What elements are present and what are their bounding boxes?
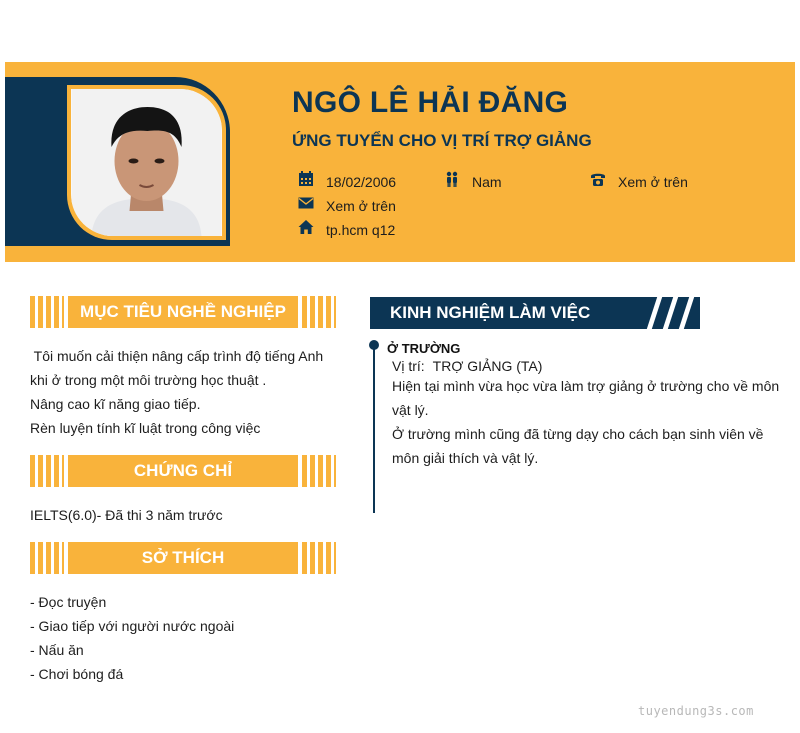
stripe-decoration: [30, 542, 64, 574]
objective-line: Rèn luyện tính kĩ luật trong công việc: [30, 420, 261, 436]
section-title-hobbies: SỞ THÍCH: [68, 542, 298, 574]
address-value: tp.hcm q12: [326, 222, 396, 238]
gender-value: Nam: [472, 174, 502, 190]
section-header-objective: [30, 296, 336, 328]
envelope-icon: [297, 195, 315, 211]
position-value: TRỢ GIẢNG (TA): [432, 358, 543, 374]
stripe-decoration: [302, 455, 336, 487]
stripe-decoration: [302, 542, 336, 574]
slash-decoration: [646, 297, 664, 329]
hobby-item: - Chơi bóng đá: [30, 666, 124, 682]
description-line: Hiện tại mình vừa học vừa làm trợ giảng ở trường cho về môn: [392, 378, 780, 394]
timeline-line: [373, 345, 375, 513]
certificate-item: IELTS(6.0)- Đã thi 3 năm trước: [30, 507, 223, 523]
stripe-decoration: [302, 296, 336, 328]
position-label: Vị trí:: [392, 358, 425, 374]
slash-decoration: [678, 297, 696, 329]
stripe-decoration: [30, 455, 64, 487]
experience-position: [392, 358, 542, 374]
experience-org: Ở TRƯỜNG: [387, 341, 461, 356]
people-icon: [443, 171, 461, 187]
description-line: vật lý.: [392, 402, 429, 418]
photo-block: [5, 77, 230, 246]
photo-frame: [67, 85, 226, 240]
hobby-item: - Nấu ăn: [30, 642, 84, 658]
experience-description: [392, 374, 782, 470]
section-header-certificates: [30, 455, 336, 487]
section-title-certificates: CHỨNG CHỈ: [68, 455, 298, 487]
certificates-list: [30, 503, 336, 527]
phone-value: Xem ở trên: [618, 174, 688, 190]
description-line: môn giải thích và vật lý.: [392, 450, 539, 466]
applied-role: ỨNG TUYỂN CHO VỊ TRÍ TRỢ GIẢNG: [292, 131, 592, 150]
description-line: Ở trường mình cũng đã từng dạy cho cách bạn sinh viên về: [392, 426, 764, 442]
avatar: [71, 89, 222, 236]
objective-line: Tôi muốn cải thiện nâng cấp trình độ tiếng Anh: [30, 348, 324, 364]
email-value: Xem ở trên: [326, 198, 396, 214]
home-icon: [297, 219, 315, 235]
hobby-item: - Giao tiếp với người nước ngoài: [30, 618, 235, 634]
section-header-experience: [370, 297, 700, 329]
section-header-hobbies: [30, 542, 336, 574]
avatar-portrait-icon: [71, 89, 222, 236]
phone-icon: [589, 171, 607, 187]
objective-line: khi ở trong một môi trường học thuật .: [30, 372, 267, 388]
timeline-dot: [369, 340, 379, 350]
dob-value: 18/02/2006: [326, 174, 397, 190]
hobby-item: - Đọc truyện: [30, 594, 107, 610]
slash-decoration: [662, 297, 680, 329]
section-title-experience: KINH NGHIỆM LÀM VIỆC: [390, 303, 591, 322]
objective-text: [30, 344, 336, 440]
watermark: tuyendung3s.com: [638, 704, 754, 718]
candidate-name: NGÔ LÊ HẢI ĐĂNG: [292, 86, 569, 119]
calendar-icon: [297, 171, 315, 187]
section-title-objective: MỤC TIÊU NGHỀ NGHIỆP: [68, 296, 298, 328]
stripe-decoration: [30, 296, 64, 328]
hobbies-list: [30, 590, 336, 686]
objective-line: Nâng cao kĩ năng giao tiếp.: [30, 396, 201, 412]
